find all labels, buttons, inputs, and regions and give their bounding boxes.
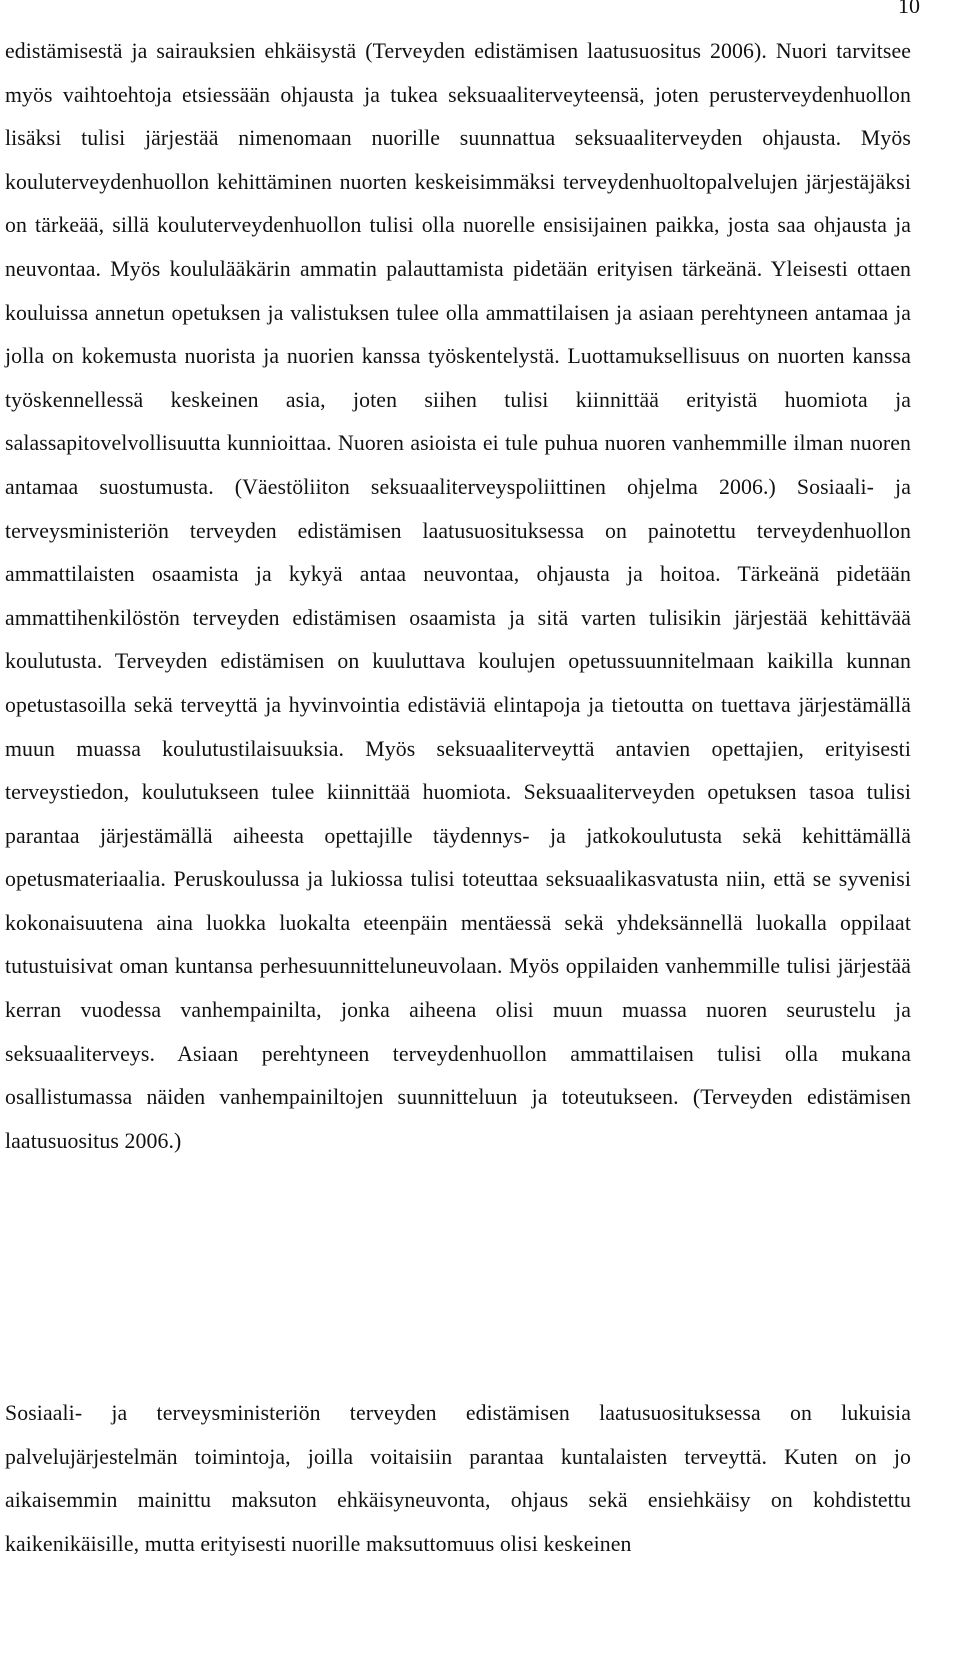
body-paragraph: Sosiaali- ja terveysministeriön terveyden edistämisen laatusuosituksessa on lukuisia palvelujärjestelmän toimintoja, joilla voitaisiin parantaa kuntalaisten terveyttä. Kuten on jo aikaisemmin mainittu maksuton ehkäisyneuvonta, ohjaus sekä ensiehkäisy on kohdistettu kaikenikäisille, mutta erityisesti nuorille maksuttomuus olisi keskeinen xyxy=(5,1401,911,1556)
body-paragraph: edistämisestä ja sairauksien ehkäisystä (Terveyden edistämisen laatusuositus 2006). Nuori tarvitsee myös vaihtoehtoja etsiessään ohjausta ja tukea seksuaaliterveyteensä, joten perusterveydenhuollon lisäksi tulisi järjestää nimenomaan nuorille suunnattua seksuaaliterveyden ohjausta. Myös kouluterveydenhuollon kehittäminen nuorten keskeisimmäksi terveydenhuoltopalvelujen järjestäjäksi on tärkeää, sillä kouluterveydenhuollon tulisi olla nuorelle ensisijainen paikka, josta saa ohjausta ja neuvontaa. Myös koululääkärin ammatin palauttamista pidetään erityisen tärkeänä. Yleisesti ottaen kouluissa annetun opetuksen ja valistuksen tulee olla ammattilaisen ja asiaan perehtyneen antamaa ja jolla on kokemusta nuorista ja nuorien kanssa työskentelystä. Luottamuksellisuus on nuorten kanssa työskennellessä keskeinen asia, joten siihen tulisi kiinnittää erityistä huomiota ja salassapitovelvollisuutta kunnioittaa. Nuoren asioista ei tule puhua nuoren vanhemmille ilman nuoren antamaa suostumusta. (Väestöliiton seksuaaliterveyspoliittinen ohjelma 2006.) Sosiaali- ja terveysministeriön terveyden edistämisen laatusuosituksessa on painotettu terveydenhuollon ammattilaisten osaamista ja kykyä antaa neuvontaa, ohjausta ja hoitoa. Tärkeänä pidetään ammattihenkilöstön terveyden edistämisen osaamista ja sitä varten tulisikin järjestää kehittävää koulutusta. Terveyden edistämisen on kuuluttava koulujen opetussuunnitelmaan kaikilla kunnan opetustasoilla sekä terveyttä ja hyvinvointia edistäviä elintapoja ja tietoutta on tuettava järjestämällä muun muassa koulutustilaisuuksia. Myös seksuaaliterveyttä antavien opettajien, erityisesti terveystiedon, koulutukseen tulee kiinnittää huomiota. Seksuaaliterveyden opetuksen tasoa tulisi parantaa järjestämällä aiheesta opettajille täydennys- ja jatkokoulutusta sekä kehittämällä opetusmateriaalia. Peruskoulussa ja lukiossa tulisi toteuttaa seksuaalikasvatusta niin, että se syvenisi kokonaisuutena aina luokka luokalta eteenpäin mentäessä sekä yhdeksännellä luokalla oppilaat tutustuisivat oman kuntansa perhesuunnitteluneuvolaan. Myös oppilaiden vanhemmille tulisi järjestää kerran vuodessa vanhempainilta, jonka aiheena olisi muun muassa nuoren seurustelu ja seksuaaliterveys. Asiaan perehtyneen terveydenhuollon ammattilaisen tulisi olla mukana osallistumassa näiden vanhempainiltojen suunnitteluun ja toteutukseen. (Terveyden edistämisen laatusuositus 2006.) xyxy=(5,39,911,1153)
page-number: 10 xyxy=(898,0,920,18)
